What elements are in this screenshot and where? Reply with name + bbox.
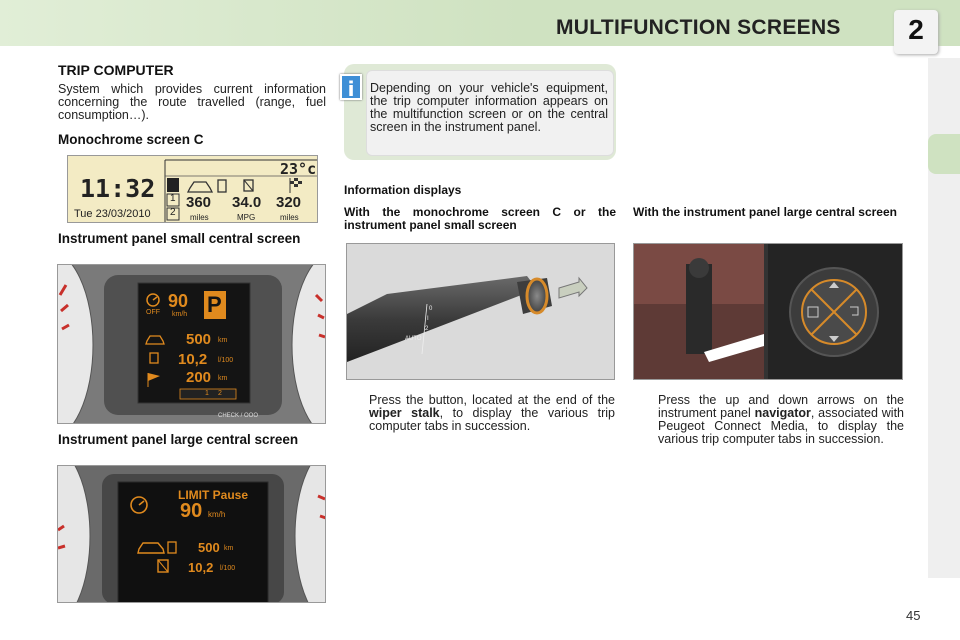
navigator-illustration [634, 244, 903, 380]
small-screen-heading: Instrument panel small central screen [58, 231, 301, 246]
navigator-term: navigator [754, 406, 811, 420]
navigator-instruction: Press the up and down arrows on the instrument panel navigator, associated with Peugeot Connect Media, to display the various trip computer tabs in succession. [658, 393, 904, 446]
large-consumption: 10,2 [188, 560, 214, 575]
mono-tab-1: 1 [170, 193, 176, 204]
mono-date: Tue 23/03/2010 [74, 208, 151, 220]
small-speed-unit: km/h [172, 311, 188, 318]
small-screen-figure [57, 264, 326, 424]
stalk-mark-0: 0 [429, 306, 433, 312]
small-range-unit: km [218, 337, 228, 344]
trip-computer-heading: TRIP COMPUTER [58, 62, 174, 78]
mono-range-value: 360 [186, 194, 212, 211]
small-speed: 90 [168, 291, 189, 311]
mono-temperature: 23°c [280, 160, 317, 178]
small-tab-2: 2 [218, 390, 222, 397]
mono-time: 11:32 [80, 174, 156, 203]
small-gear: P [207, 292, 222, 317]
info-icon: i [340, 74, 362, 100]
wiper-stalk-button [527, 279, 547, 313]
large-range: 500 [198, 540, 220, 555]
large-limit-label: LIMIT Pause [178, 488, 249, 502]
information-displays-heading: Information displays [344, 183, 462, 197]
stalk-mark-auto: AUTO [405, 336, 422, 342]
large-screen-heading: Instrument panel large central screen [58, 432, 299, 447]
mono-consumption-value: 34.0 [232, 194, 262, 211]
large-screen-figure [57, 465, 326, 603]
page-number: 45 [906, 608, 921, 623]
mono-range-unit: miles [190, 213, 209, 222]
wiper-stalk-illustration [347, 244, 615, 380]
large-speed: 90 [180, 500, 203, 522]
mono-consumption-unit: MPG [237, 213, 256, 222]
mono-distance-value: 320 [276, 194, 302, 211]
large-range-unit: km [224, 545, 234, 552]
large-screen-illustration [58, 466, 326, 603]
page-title: MULTIFUNCTION SCREENS [556, 16, 841, 39]
info-text: Depending on your vehicle's equipment, the trip computer information appears on the multifunction screen or on the central screen in the instrument panel. [370, 81, 608, 134]
small-check-label: CHECK / OOO [218, 413, 259, 419]
large-consumption-unit: l/100 [220, 565, 236, 572]
chapter-number: 2 [908, 14, 924, 45]
large-screen-column-heading: With the instrument panel large central screen [633, 205, 897, 219]
small-distance: 200 [186, 369, 212, 386]
small-range: 500 [186, 331, 212, 348]
monochrome-column-heading: With the monochrome screen C or the instrument panel small screen [344, 205, 616, 232]
monochrome-screen-heading: Monochrome screen C [58, 132, 204, 147]
small-consumption: 10,2 [178, 351, 208, 368]
mono-tab-2: 2 [170, 207, 176, 218]
monochrome-screen-figure [67, 155, 318, 223]
stalk-mark-2: 2 [425, 326, 429, 332]
small-off-label: OFF [146, 309, 160, 316]
wiper-stalk-figure [346, 243, 615, 380]
wiper-stalk-term: wiper stalk [369, 406, 440, 420]
navigator-figure [633, 243, 903, 380]
small-distance-unit: km [218, 375, 228, 382]
trip-computer-description: System which provides current information concerning the route travelled (range, fuel consumption…). [58, 82, 326, 122]
stalk-mark-1: I [427, 316, 429, 322]
small-consumption-unit: l/100 [218, 357, 234, 364]
small-tab-1: 1 [205, 390, 209, 397]
mono-distance-unit: miles [280, 213, 299, 222]
large-speed-unit: km/h [208, 510, 226, 519]
wiper-stalk-instruction: Press the button, located at the end of the wiper stalk, to display the various trip computer tabs in succession. [369, 393, 615, 433]
side-chapter-tab [928, 134, 960, 174]
